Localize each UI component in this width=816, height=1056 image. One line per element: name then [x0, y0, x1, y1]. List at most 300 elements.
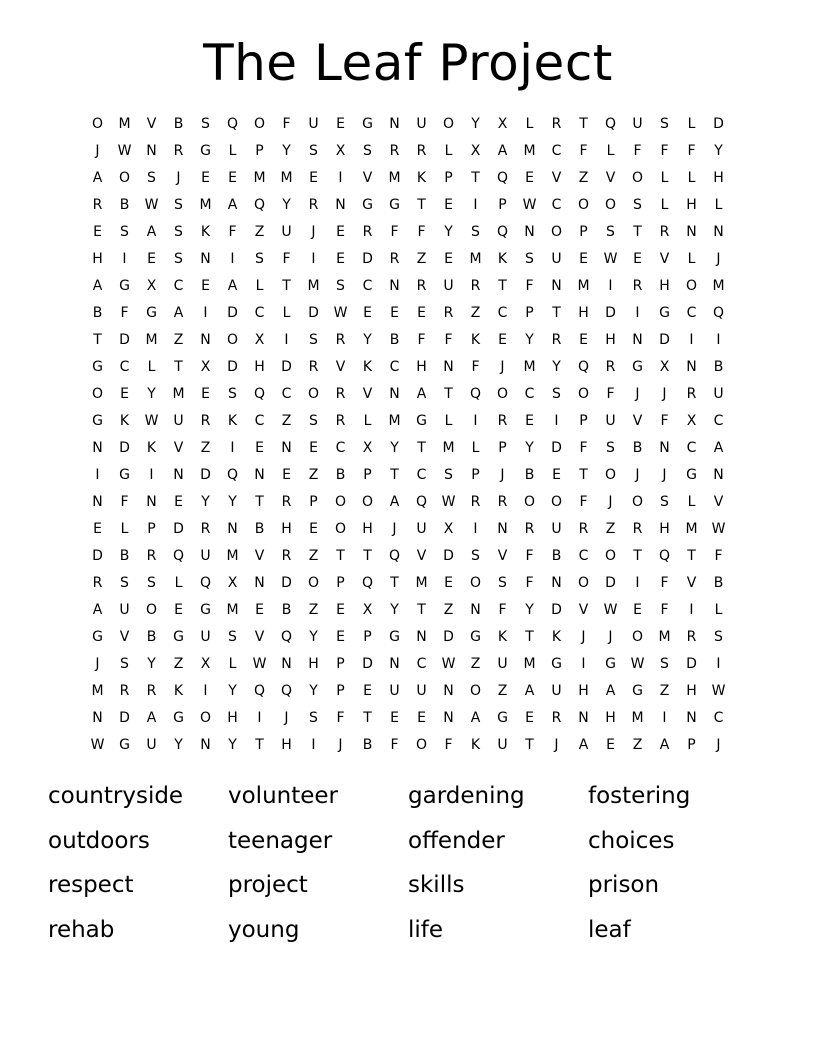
grid-letter: G — [92, 359, 103, 375]
grid-letter: K — [227, 413, 238, 429]
grid-letter: G — [686, 467, 697, 483]
grid-letter: F — [444, 737, 453, 753]
grid-letter: Q — [415, 494, 428, 510]
grid-letter: C — [713, 710, 724, 726]
grid-letter: O — [118, 170, 131, 186]
grid-letter: N — [281, 440, 292, 456]
grid-letter: F — [633, 143, 642, 159]
grid-letter: T — [417, 440, 426, 456]
grid-letter: J — [392, 521, 397, 537]
grid-letter: N — [686, 359, 697, 375]
grid-letter: E — [444, 197, 453, 213]
grid-letter: L — [687, 170, 696, 186]
grid-letter: J — [338, 737, 343, 753]
grid-row — [84, 219, 732, 246]
grid-letter: I — [554, 413, 559, 429]
grid-letter: A — [470, 710, 481, 726]
grid-letter: N — [578, 710, 589, 726]
grid-letter: T — [336, 548, 345, 564]
grid-letter: E — [174, 602, 183, 618]
grid-letter: M — [415, 575, 428, 591]
grid-letter: N — [389, 656, 400, 672]
grid-letter: R — [497, 413, 508, 429]
grid-letter: R — [497, 494, 508, 510]
grid-letter: O — [307, 386, 320, 402]
grid-letter: F — [660, 413, 669, 429]
grid-letter: R — [92, 197, 103, 213]
grid-letter: M — [91, 683, 104, 699]
grid-row — [84, 651, 732, 678]
word-list-item: fostering — [588, 783, 691, 809]
grid-letter: G — [416, 413, 427, 429]
grid-letter: Z — [659, 683, 670, 699]
grid-letter: E — [147, 251, 156, 267]
grid-letter: O — [91, 386, 104, 402]
grid-letter: U — [551, 683, 562, 699]
grid-letter: J — [176, 170, 181, 186]
grid-letter: E — [579, 251, 588, 267]
grid-letter: S — [120, 224, 129, 240]
grid-letter: V — [119, 629, 130, 645]
grid-letter: N — [227, 521, 238, 537]
grid-row — [84, 165, 732, 192]
grid-letter: F — [120, 494, 129, 510]
grid-letter: O — [577, 575, 590, 591]
grid-letter: Y — [714, 143, 723, 159]
grid-row — [84, 678, 732, 705]
grid-letter: R — [146, 683, 157, 699]
grid-letter: V — [254, 629, 265, 645]
grid-letter: T — [525, 629, 534, 645]
grid-letter: H — [578, 305, 589, 321]
grid-letter: E — [525, 710, 534, 726]
grid-letter: A — [605, 683, 616, 699]
grid-letter: B — [119, 197, 130, 213]
grid-letter: E — [417, 710, 426, 726]
grid-letter: D — [551, 602, 562, 618]
grid-letter: Y — [147, 386, 156, 402]
grid-letter: U — [173, 413, 184, 429]
grid-letter: J — [500, 467, 505, 483]
grid-row — [84, 435, 732, 462]
grid-letter: N — [551, 278, 562, 294]
grid-letter: Q — [712, 305, 725, 321]
grid-letter: P — [147, 521, 156, 537]
grid-letter: X — [254, 332, 265, 348]
grid-letter: D — [362, 251, 373, 267]
grid-letter: E — [525, 170, 534, 186]
grid-letter: E — [174, 494, 183, 510]
grid-letter: U — [443, 278, 454, 294]
grid-letter: H — [686, 683, 697, 699]
grid-letter: S — [444, 467, 453, 483]
grid-row — [84, 300, 732, 327]
grid-row — [84, 489, 732, 516]
grid-letter: V — [416, 548, 427, 564]
grid-row — [84, 408, 732, 435]
grid-letter: G — [551, 656, 562, 672]
grid-letter: R — [416, 143, 427, 159]
grid-letter: R — [146, 548, 157, 564]
grid-letter: V — [497, 548, 508, 564]
grid-letter: S — [309, 332, 318, 348]
word-list-item: project — [228, 872, 308, 898]
word-list-item: outdoors — [48, 827, 150, 854]
grid-letter: Q — [226, 467, 239, 483]
grid-letter: J — [95, 656, 100, 672]
grid-letter: L — [687, 494, 696, 510]
grid-letter: F — [336, 710, 345, 726]
grid-letter: Z — [173, 332, 184, 348]
grid-letter: L — [606, 143, 615, 159]
grid-letter: F — [525, 575, 534, 591]
grid-letter: O — [523, 494, 536, 510]
grid-letter: A — [416, 386, 427, 402]
grid-letter: I — [635, 305, 640, 321]
grid-row — [84, 273, 732, 300]
grid-letter: R — [308, 197, 319, 213]
grid-letter: V — [551, 170, 562, 186]
grid-letter: T — [390, 575, 399, 591]
grid-letter: P — [444, 170, 453, 186]
grid-letter: K — [146, 440, 157, 456]
grid-letter: F — [660, 575, 669, 591]
grid-letter: G — [200, 602, 211, 618]
grid-letter: L — [660, 197, 669, 213]
grid-letter: W — [117, 143, 132, 159]
grid-letter: R — [92, 575, 103, 591]
grid-letter: Q — [469, 386, 482, 402]
grid-letter: F — [417, 332, 426, 348]
grid-letter: E — [255, 602, 264, 618]
grid-letter: N — [443, 359, 454, 375]
grid-letter: T — [687, 548, 696, 564]
grid-letter: U — [416, 521, 427, 537]
grid-letter: T — [579, 467, 588, 483]
grid-letter: D — [713, 116, 724, 132]
grid-letter: B — [335, 467, 346, 483]
grid-letter: F — [390, 737, 399, 753]
grid-letter: O — [496, 386, 509, 402]
grid-letter: Y — [282, 197, 291, 213]
grid-letter: C — [686, 440, 697, 456]
grid-letter: S — [471, 548, 480, 564]
grid-letter: I — [95, 467, 100, 483]
grid-letter: T — [471, 170, 480, 186]
grid-letter: K — [173, 683, 184, 699]
grid-letter: Y — [525, 602, 534, 618]
grid-letter: R — [389, 143, 400, 159]
grid-letter: R — [389, 251, 400, 267]
grid-letter: E — [201, 386, 210, 402]
grid-letter: T — [498, 278, 507, 294]
grid-letter: E — [444, 575, 453, 591]
word-list-item: respect — [48, 872, 134, 898]
grid-letter: E — [390, 305, 399, 321]
grid-letter: X — [362, 440, 373, 456]
grid-letter: I — [284, 332, 289, 348]
grid-letter: T — [282, 278, 291, 294]
grid-letter: R — [335, 386, 346, 402]
grid-letter: O — [631, 494, 644, 510]
grid-letter: K — [470, 332, 481, 348]
grid-letter: M — [388, 413, 401, 429]
grid-letter: H — [605, 332, 616, 348]
grid-letter: U — [281, 224, 292, 240]
grid-letter: D — [281, 359, 292, 375]
grid-row — [84, 570, 732, 597]
grid-letter: Z — [308, 548, 319, 564]
grid-letter: N — [686, 710, 697, 726]
grid-letter: D — [119, 332, 130, 348]
grid-letter: U — [416, 116, 427, 132]
grid-letter: R — [443, 305, 454, 321]
grid-letter: N — [713, 224, 724, 240]
grid-letter: I — [473, 413, 478, 429]
grid-letter: X — [335, 143, 346, 159]
grid-letter: V — [146, 116, 157, 132]
grid-letter: U — [308, 116, 319, 132]
grid-letter: M — [658, 629, 671, 645]
grid-letter: Q — [361, 575, 374, 591]
grid-letter: S — [309, 143, 318, 159]
grid-letter: P — [498, 440, 507, 456]
grid-letter: F — [606, 386, 615, 402]
grid-letter: I — [203, 305, 208, 321]
grid-letter: I — [689, 332, 694, 348]
grid-letter: Q — [658, 548, 671, 564]
grid-letter: C — [173, 278, 184, 294]
grid-letter: F — [471, 359, 480, 375]
grid-letter: Q — [280, 683, 293, 699]
grid-letter: A — [92, 170, 103, 186]
grid-letter: L — [228, 143, 237, 159]
grid-letter: Q — [577, 359, 590, 375]
grid-letter: Z — [281, 413, 292, 429]
grid-letter: I — [608, 278, 613, 294]
grid-letter: G — [389, 629, 400, 645]
grid-row — [84, 543, 732, 570]
grid-row — [84, 705, 732, 732]
grid-letter: Y — [147, 656, 156, 672]
grid-letter: Z — [443, 602, 454, 618]
grid-letter: O — [577, 197, 590, 213]
grid-letter: O — [604, 197, 617, 213]
grid-letter: G — [659, 305, 670, 321]
grid-letter: I — [716, 656, 721, 672]
grid-letter: W — [144, 197, 159, 213]
grid-letter: H — [362, 521, 373, 537]
grid-letter: N — [200, 251, 211, 267]
word-list-item: gardening — [408, 783, 525, 809]
grid-letter: V — [713, 494, 724, 510]
grid-letter: F — [660, 143, 669, 159]
grid-letter: M — [226, 548, 239, 564]
grid-letter: W — [522, 197, 537, 213]
grid-letter: R — [335, 332, 346, 348]
grid-letter: B — [362, 737, 373, 753]
grid-row — [84, 597, 732, 624]
grid-letter: U — [200, 629, 211, 645]
grid-letter: R — [524, 521, 535, 537]
grid-letter: N — [497, 521, 508, 537]
grid-letter: I — [122, 251, 127, 267]
grid-letter: N — [200, 332, 211, 348]
grid-letter: H — [605, 710, 616, 726]
grid-letter: X — [227, 575, 238, 591]
grid-row — [84, 111, 732, 138]
word-list-item: countryside — [48, 783, 184, 809]
grid-letter: W — [333, 305, 348, 321]
grid-letter: I — [149, 467, 154, 483]
grid-letter: E — [363, 305, 372, 321]
grid-letter: E — [498, 332, 507, 348]
grid-letter: A — [524, 683, 535, 699]
grid-letter: M — [388, 170, 401, 186]
grid-letter: S — [309, 413, 318, 429]
grid-letter: B — [389, 332, 400, 348]
grid-letter: U — [632, 116, 643, 132]
grid-letter: J — [284, 710, 289, 726]
grid-letter: S — [120, 575, 129, 591]
grid-letter: S — [147, 170, 156, 186]
grid-letter: R — [416, 278, 427, 294]
grid-letter: G — [92, 629, 103, 645]
grid-letter: J — [554, 737, 559, 753]
grid-letter: G — [632, 683, 643, 699]
grid-letter: B — [146, 629, 157, 645]
grid-letter: I — [689, 602, 694, 618]
grid-letter: S — [606, 224, 615, 240]
grid-letter: P — [687, 737, 696, 753]
grid-letter: R — [470, 278, 481, 294]
grid-letter: E — [309, 440, 318, 456]
grid-letter: M — [577, 278, 590, 294]
letter-grid — [84, 111, 732, 759]
grid-letter: T — [255, 737, 264, 753]
word-list-item: choices — [588, 827, 675, 854]
grid-letter: R — [686, 629, 697, 645]
grid-letter: N — [254, 467, 265, 483]
grid-letter: H — [227, 710, 238, 726]
grid-letter: C — [416, 467, 427, 483]
grid-letter: S — [660, 494, 669, 510]
grid-letter: D — [605, 305, 616, 321]
grid-letter: O — [685, 278, 698, 294]
grid-letter: A — [146, 710, 157, 726]
grid-letter: Y — [390, 602, 399, 618]
grid-letter: E — [93, 224, 102, 240]
grid-letter: Y — [363, 332, 372, 348]
grid-letter: C — [281, 386, 292, 402]
grid-letter: P — [336, 683, 345, 699]
grid-letter: M — [523, 359, 536, 375]
grid-letter: X — [659, 359, 670, 375]
grid-letter: O — [334, 494, 347, 510]
grid-letter: Z — [497, 683, 508, 699]
grid-letter: G — [173, 629, 184, 645]
grid-letter: I — [662, 710, 667, 726]
grid-letter: F — [390, 224, 399, 240]
grid-letter: V — [659, 251, 670, 267]
grid-letter: D — [227, 359, 238, 375]
grid-letter: A — [578, 737, 589, 753]
grid-letter: S — [660, 656, 669, 672]
grid-letter: T — [417, 602, 426, 618]
grid-letter: E — [444, 251, 453, 267]
grid-letter: D — [443, 548, 454, 564]
grid-letter: M — [199, 197, 212, 213]
grid-letter: Y — [201, 494, 210, 510]
grid-letter: A — [497, 143, 508, 159]
grid-row — [84, 138, 732, 165]
grid-letter: M — [253, 170, 266, 186]
grid-letter: S — [633, 197, 642, 213]
grid-letter: X — [362, 602, 373, 618]
grid-letter: O — [145, 602, 158, 618]
grid-letter: P — [471, 467, 480, 483]
grid-letter: N — [389, 386, 400, 402]
grid-row — [84, 381, 732, 408]
grid-letter: E — [390, 710, 399, 726]
grid-letter: I — [635, 575, 640, 591]
grid-letter: N — [524, 224, 535, 240]
grid-letter: S — [714, 629, 723, 645]
grid-letter: V — [605, 170, 616, 186]
grid-letter: W — [252, 656, 267, 672]
grid-letter: U — [497, 656, 508, 672]
grid-letter: V — [362, 386, 373, 402]
grid-letter: M — [442, 440, 455, 456]
grid-letter: V — [632, 413, 643, 429]
grid-letter: D — [200, 467, 211, 483]
grid-letter: G — [173, 710, 184, 726]
grid-letter: V — [362, 170, 373, 186]
grid-letter: K — [416, 170, 427, 186]
grid-letter: C — [254, 305, 265, 321]
grid-letter: E — [606, 737, 615, 753]
grid-letter: C — [578, 548, 589, 564]
grid-letter: Y — [309, 629, 318, 645]
grid-letter: E — [363, 683, 372, 699]
grid-letter: R — [578, 521, 589, 537]
grid-letter: H — [416, 359, 427, 375]
grid-letter: E — [309, 170, 318, 186]
grid-letter: Y — [228, 494, 237, 510]
grid-letter: C — [362, 278, 373, 294]
grid-letter: A — [92, 278, 103, 294]
grid-letter: C — [389, 359, 400, 375]
grid-letter: F — [228, 224, 237, 240]
grid-letter: Q — [496, 224, 509, 240]
grid-letter: G — [200, 143, 211, 159]
grid-letter: M — [685, 521, 698, 537]
grid-letter: N — [92, 710, 103, 726]
grid-letter: T — [390, 467, 399, 483]
grid-letter: D — [686, 656, 697, 672]
grid-letter: X — [443, 521, 454, 537]
grid-letter: N — [335, 197, 346, 213]
grid-letter: T — [525, 737, 534, 753]
grid-letter: Q — [388, 548, 401, 564]
grid-letter: F — [282, 116, 291, 132]
grid-letter: E — [336, 224, 345, 240]
grid-letter: S — [201, 116, 210, 132]
grid-letter: T — [255, 494, 264, 510]
grid-letter: B — [632, 440, 643, 456]
grid-letter: C — [713, 413, 724, 429]
grid-letter: N — [146, 494, 157, 510]
